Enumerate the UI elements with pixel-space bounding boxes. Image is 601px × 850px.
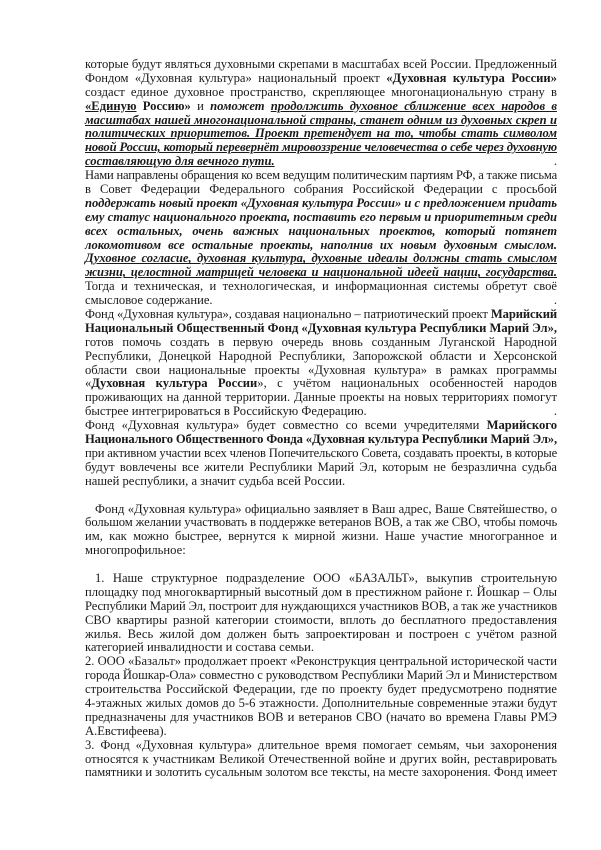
text-line: Национального Общественного Фонда «Духовная культура Республики Марий Эл»,	[85, 432, 557, 447]
list-item-2: 2. ООО «Базальт» продолжает проект «Реконструкция центральной исторической части	[85, 654, 558, 669]
text-line: поддержать новый проект «Духовная культура России» и с предложением придать	[85, 195, 557, 210]
text-line: Фонд «Духовная культура» официально заявляет в Ваш адрес, Ваше Святейшество, о	[95, 501, 557, 516]
text-line: 4-этажных жилых домов до 5-6 этажности. Дополнительные современные этажи будут	[85, 695, 557, 710]
text-line: Духовное согласие, духовная культура, духовные идеалы должны стать смыслом	[85, 251, 557, 266]
list-item-3: 3. Фонд «Духовная культура» длительное время помогает семьям, чьи захоронения	[85, 737, 557, 752]
text-line: будут вовлечены все жители Республики Марий Эл, которым не безразлична судьба	[85, 459, 557, 474]
text-line: им, как можно быстрее, вернутся к мирной жизни. Наше участие многогранное и	[85, 529, 557, 544]
text-line: нашей республики, а значит судьба всей России.	[85, 473, 346, 488]
list-item-1: 1. Наше структурное подразделение ООО «БАЗАЛЬТ», выкупив строительную	[95, 570, 557, 585]
text-line: проживающих на данной территории. Данные проекты на новых территориях помогут	[85, 390, 557, 405]
text-line: всех остальных, очень важных национальных проектов, который потянет	[85, 223, 557, 238]
text-line: большом желании участвовать в поддержке ветеранов ВОВ, а так же СВО, чтобы помочь	[85, 515, 558, 530]
text-line: Республики Марий Эл, построит для нуждающихся участников ВОВ, а так же участников	[85, 598, 557, 613]
text-line: которые будут являться духовными скрепами в масштабах всей России. Предложенный	[85, 57, 557, 71]
text-line: категорией инвалидности и состава семьи.	[85, 640, 315, 655]
text-line: жизни, целостной матрицей человека и национальной идеей нации, государства.	[85, 265, 557, 280]
text-line: жилья. Весь жилой дом должен быть запроектирован и построен с учётом разной	[85, 626, 557, 641]
text-line: Фонд «Духовная культура» будет совместно со всеми учредителями Марийского	[85, 418, 557, 433]
text-line: относятся к участникам Великой Отечественной войне и других войн, реставрировать	[85, 751, 557, 766]
text-line: Республики, Донецкой Народной Республики, Запорожской области и Херсонской	[85, 348, 557, 363]
text-line: быстрее интегрироваться в Российскую Федерацию. .	[85, 404, 557, 419]
text-line: предназначены для участников ВОВ и ветеранов СВО (начато во времена Главы РМЭ	[85, 709, 557, 724]
text-line: области свои национальные проекты «Духовная культура» в рамках программы	[85, 362, 557, 377]
text-line: Фондом «Духовная культура» национальный проект «Духовная культура России»	[85, 70, 557, 85]
text-line: Фонд «Духовная культура», создавая национально – патриотический проект Марийский	[85, 307, 558, 322]
text-line: СВО квартиры разной категории стоимости, вплоть до бесплатного предоставления	[85, 612, 557, 627]
text-line: составляющую для вечного пути. .	[85, 154, 557, 169]
text-line: «Духовная культура России», с учётом национальных особенностей народов	[85, 376, 557, 391]
text-line: «Единую Россию» и поможет продолжить духовное сближение всех народов в	[85, 98, 557, 113]
text-line: локомотивом все остальные проекты, наполнив их новым духовным смыслом.	[85, 237, 557, 252]
text-line: площадку под многоквартирный высотный дом в престижном районе г. Йошкар – Олы	[85, 584, 557, 599]
text-line: новой России, который перевернёт мировоззрение человечества о себе через духовную	[85, 140, 557, 155]
text-line: масштабах нашей многонациональной страны, станет одним из духовных скреп и	[85, 112, 557, 127]
text-line: смысловое содержание. .	[85, 293, 557, 308]
text-line: Нами направлены обращения ко всем ведущим политическим партиям РФ, а также письма	[85, 168, 557, 183]
text-line: города Йошкар-Ола» совместно с руководством Республики Марий Эл и Министерством	[85, 668, 558, 683]
text-line: строительства Российской Федерации, где по проекту будет предусмотрено поднятие	[85, 682, 557, 697]
text-line: Национальный Общественный Фонд «Духовная культура Республики Марий Эл»,	[85, 320, 557, 335]
text-line: при активном участии всех членов Попечительского Совета, создавать проекты, в которые	[85, 445, 557, 460]
text-line: Тогда и техническая, и технологическая, и информационная системы обретут своё	[85, 279, 557, 294]
text-line: ему статус национального проекта, поставить его первым и приоритетным среди	[85, 209, 557, 224]
text-line: создаст единое духовное пространство, скрепляющее многонациональную страну в	[85, 84, 557, 99]
text-line: в Совет Федерации Федерального собрания Российской Федерации с просьбой	[85, 182, 557, 197]
text-line: А.Евстифеева).	[85, 723, 167, 738]
text-line: готов помочь создать в первую очередь вновь созданным Луганской Народной	[85, 334, 557, 349]
text-line: политических приоритетов. Проект претендует на то, чтобы стать символом	[85, 126, 557, 141]
text-line: многопрофильное:	[85, 543, 186, 558]
document-page	[85, 58, 557, 780]
text-line: памятники и золотить сусальным золотом все тексты, на месте захоронения. Фонд имеет	[85, 765, 558, 780]
